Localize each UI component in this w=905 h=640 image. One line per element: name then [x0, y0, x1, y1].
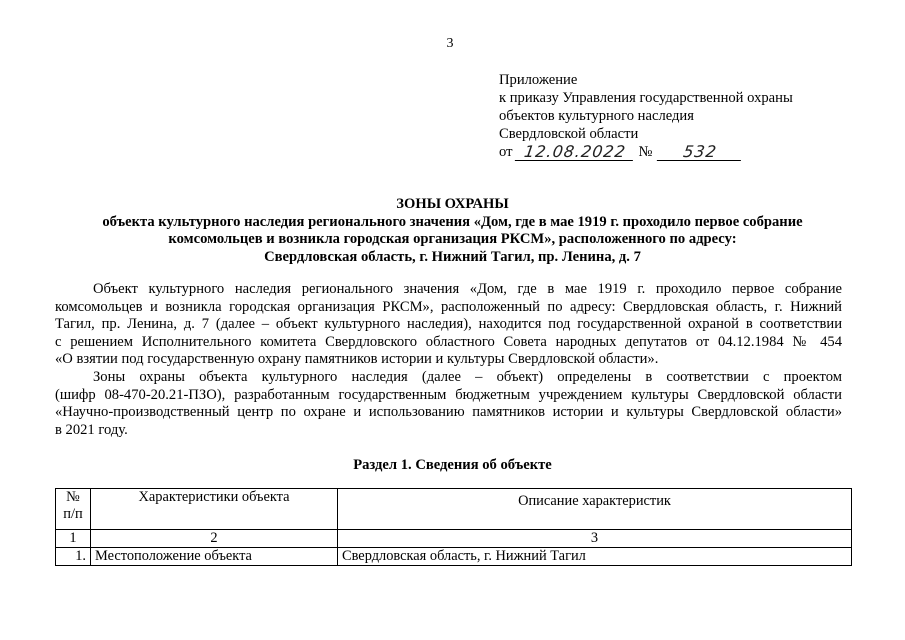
paragraph-line: с решением Исполнительного комитета Свердловского областного Совета народных депутатов от 04.12.1984 № 454: [55, 333, 842, 350]
order-date-line: [499, 143, 859, 161]
header-num-line-2: п/п: [63, 506, 83, 522]
appendix-line-2: к приказу Управления государственной охраны: [499, 90, 793, 106]
title-line-2: объекта культурного наследия регионального значения «Дом, где в мае 1919 г. проходило первое собрание: [102, 213, 803, 230]
header-description-cell: Описание характеристик: [338, 489, 852, 530]
appendix-line-3: объектов культурного наследия: [499, 108, 694, 124]
table-index-row: [56, 530, 852, 548]
number-label: №: [638, 144, 653, 160]
characteristics-table: [55, 488, 852, 566]
paragraph-line: Тагил, пр. Ленина, д. 7 (далее – объект культурного наследия), находится под государственной охраной в соответствии: [55, 316, 842, 333]
row-description-cell: Свердловская область, г. Нижний Тагил: [338, 548, 852, 566]
appendix-line-1: Приложение: [499, 72, 578, 88]
index-cell: 3: [338, 530, 852, 548]
paragraph-1: [55, 281, 842, 369]
document-title: [40, 196, 865, 266]
appendix-block: [499, 71, 859, 161]
index-cell: 1: [56, 530, 91, 548]
table-row: [56, 548, 852, 566]
paragraph-2: [55, 369, 842, 439]
page-number: 3: [446, 36, 454, 51]
paragraph-line: Объект культурного наследия регионального значения «Дом, где в мае 1919 г. проходило первое собрание: [93, 281, 842, 297]
paragraph-line: Зоны охраны объекта культурного наследия (далее – объект) определены в соответствии с проектом: [93, 368, 842, 385]
header-characteristics-cell: Характеристики объекта: [91, 489, 338, 530]
header-num-line-1: №: [66, 489, 80, 505]
title-line-4: Свердловская область, г. Нижний Тагил, пр. Ленина, д. 7: [264, 248, 641, 265]
paragraph-line: комсомольцев и возникла городская организация РКСМ», расположенный по адресу: Свердловская область, г. Нижний: [55, 298, 842, 315]
title-line-3: комсомольцев и возникла городская организация РКСМ», расположенного по адресу:: [168, 231, 737, 247]
paragraph-line: «О взятии под государственную охрану памятников истории и культуры Свердловской области».: [55, 351, 659, 368]
section-title: Раздел 1. Сведения об объекте: [353, 457, 552, 473]
handwritten-date: 12.08.2022: [515, 144, 635, 161]
table-header-row: [56, 489, 852, 530]
row-num-cell: 1.: [56, 548, 91, 566]
index-cell: 2: [91, 530, 338, 548]
header-num-cell: [56, 489, 91, 530]
handwritten-order-number: 532: [657, 144, 743, 161]
row-characteristic-cell: Местоположение объекта: [91, 548, 338, 566]
appendix-line-4: Свердловской области: [499, 126, 639, 142]
paragraph-line: «Научно-производственный центр по охране и использованию памятников истории и культуры Свердловской области»: [55, 404, 842, 421]
paragraph-line: (шифр 08-470-20.21-ПЗО), разработанным государственным бюджетным учреждением культуры Свердловской области: [55, 386, 842, 403]
date-prefix: от: [499, 144, 513, 160]
body-text: [55, 281, 842, 439]
title-main: ЗОНЫ ОХРАНЫ: [396, 196, 509, 212]
paragraph-line: в 2021 году.: [55, 421, 128, 438]
